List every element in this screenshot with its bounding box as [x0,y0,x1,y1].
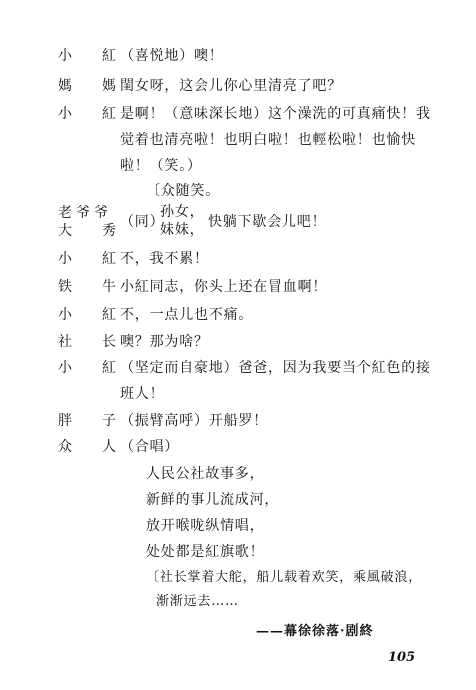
dialogue-text: 不，我不累！ [120,251,209,267]
dialogue-text: （合唱） [120,439,180,455]
speaker-label: 媽 媽 [58,78,124,94]
song-line: 人民公社故事多， [146,466,265,482]
ending-note: ——幕徐徐落·剧終 [256,624,374,639]
speaker-label: 胖 子 [58,413,124,429]
dialogue-text: 噢？那为啥？ [120,334,209,350]
dialogue-text: 觉着也清亮啦！也明白啦！也輕松啦！也愉快 [120,132,416,148]
dialogue-text: 小紅同志，你头上还在冒血啊！ [120,279,328,295]
stage-direction: 〔众随笑。 [146,183,220,199]
dialogue-text: （喜悦地）噢！ [120,48,224,64]
joint-line-1: 孙女， [160,204,205,220]
joint-line-2: 妹妹， [160,222,205,238]
speaker-label: 大 秀 [58,223,124,239]
speaker-label: 社 长 [58,334,124,350]
speaker-label: 老爷爷 [58,205,112,221]
speaker-label: 小 紅 [58,106,124,122]
song-line: 处处都是紅旗歌！ [146,544,265,560]
speaker-label: 小 紅 [58,48,124,64]
dialogue-text: 閨女呀，这会儿你心里清亮了吧？ [120,78,342,94]
speaker-label: 小 紅 [58,251,124,267]
speaker-label: 小 紅 [58,360,124,376]
dialogue-text: 不，一点儿也不痛。 [120,307,254,323]
song-line: 新鲜的事儿流成河， [146,492,280,508]
dialogue-text: （坚定而自豪地）爸爸，因为我要当个紅色的接 [120,360,431,376]
stage-direction: 〔社长掌着大舵，船儿载着欢笑，乘風破浪， [146,570,423,585]
stage-direction: 渐渐远去…… [156,594,239,609]
joint-suffix: 快躺下歇会儿吧！ [208,214,327,230]
speaker-label: 小 紅 [58,307,124,323]
joint-prefix: （同） [120,214,165,230]
dialogue-text: 班人！ [120,386,165,402]
page-number: 105 [388,650,416,665]
dialogue-text: 是啊！（意味深长地）这个澡洗的可真痛快！我 [120,106,431,122]
speaker-label: 众 人 [58,439,124,455]
speaker-label: 铁 牛 [58,279,124,295]
song-line: 放开喉咙纵情唱， [146,518,265,534]
dialogue-text: （振臂高呼）开船罗！ [120,413,268,429]
dialogue-text: 啦！（笑。） [120,158,202,174]
